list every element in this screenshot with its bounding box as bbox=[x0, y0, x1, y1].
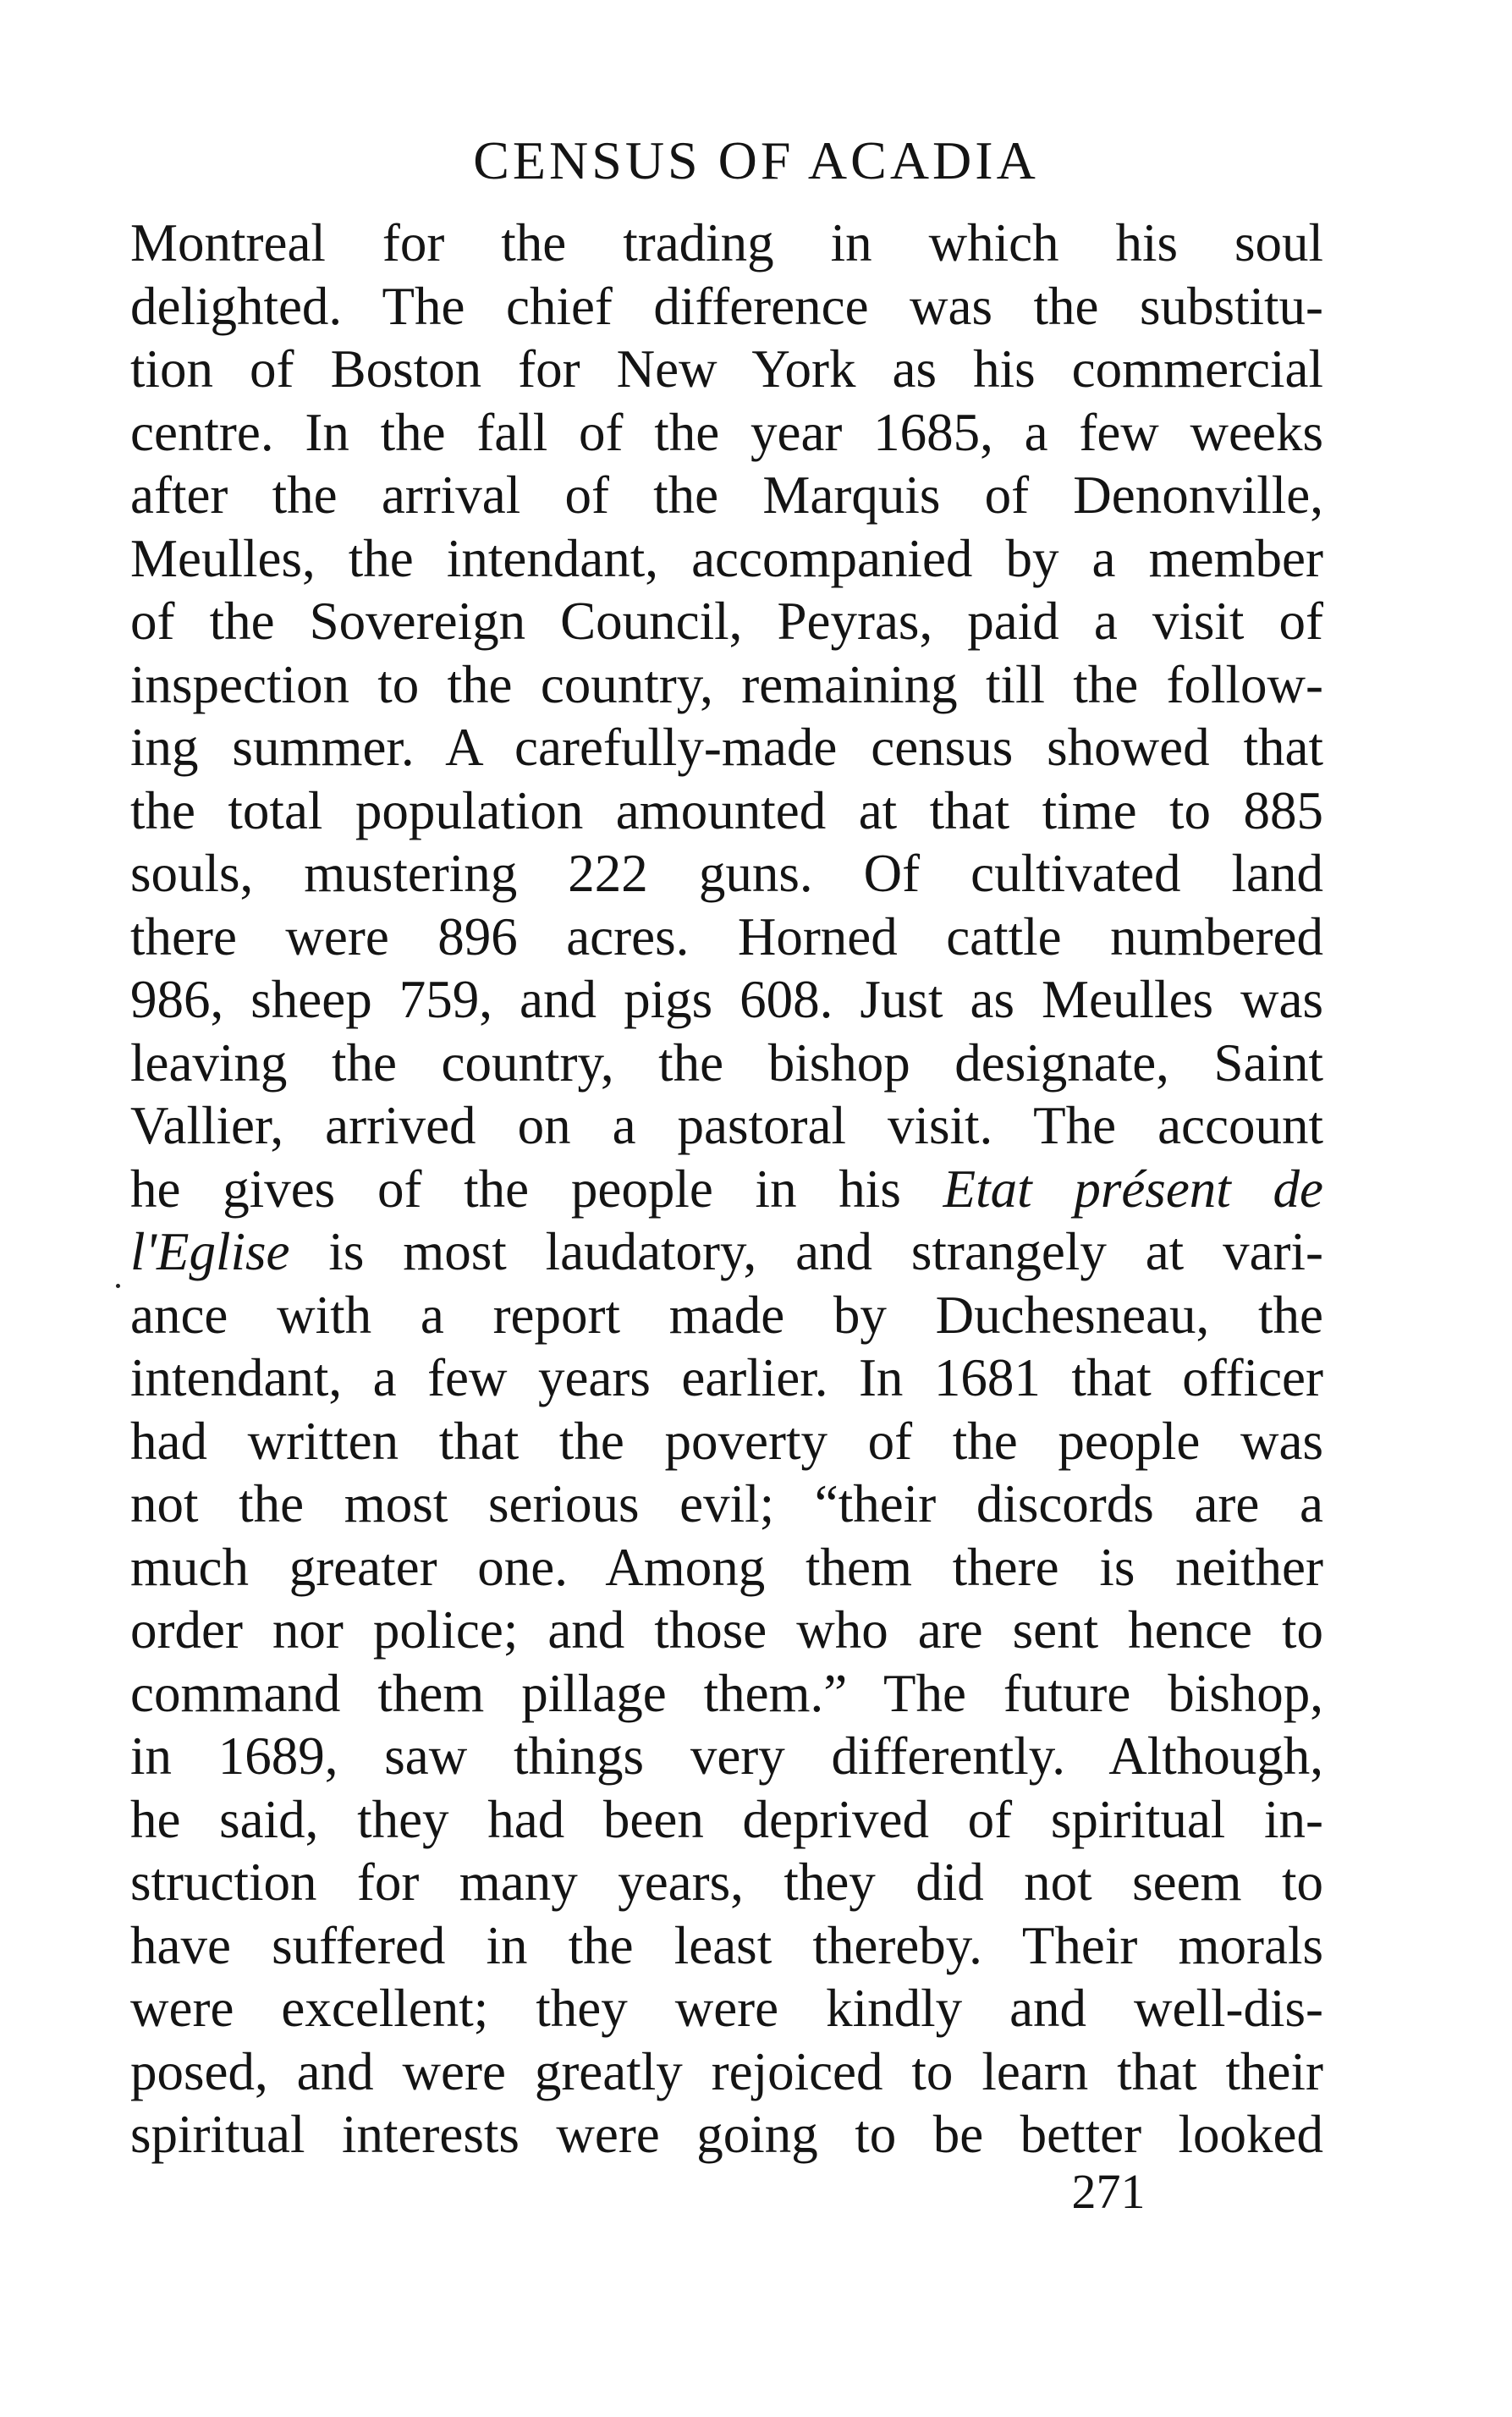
text-line bbox=[130, 779, 1323, 843]
page-number: 271 bbox=[1071, 2164, 1146, 2219]
text-line bbox=[130, 2040, 1323, 2104]
text-line-content: spiritual interests were going to be better looked bbox=[130, 2105, 1323, 2164]
italic-title: Etat présent de bbox=[943, 1159, 1324, 1219]
text-line bbox=[130, 1094, 1323, 1158]
text-line bbox=[130, 1788, 1323, 1852]
text-line bbox=[130, 842, 1323, 906]
margin-mark bbox=[116, 1284, 120, 1288]
text-line-content bbox=[130, 1158, 1323, 1221]
text-line bbox=[130, 1220, 1323, 1284]
text-line bbox=[130, 1473, 1323, 1536]
text-line-content: Montreal for the trading in which his soul bbox=[130, 213, 1323, 273]
text-line bbox=[130, 906, 1323, 969]
text-line-content: order nor police; and those who are sent hence to bbox=[130, 1600, 1323, 1660]
text-line-content: struction for many years, they did not seem to bbox=[130, 1853, 1323, 1912]
text-line bbox=[130, 2103, 1323, 2166]
text-line bbox=[130, 1284, 1323, 1347]
text-line-content: intendant, a few years earlier. In 1681 that officer bbox=[130, 1348, 1323, 1407]
text-line bbox=[130, 401, 1323, 465]
text-line bbox=[130, 1158, 1323, 1221]
text-line-content: of the Sovereign Council, Peyras, paid a visit of bbox=[130, 592, 1323, 651]
text-line bbox=[130, 1914, 1323, 1978]
text-line bbox=[130, 1346, 1323, 1410]
text-line-content: there were 896 acres. Horned cattle numbered bbox=[130, 906, 1323, 966]
text-line-content: centre. In the fall of the year 1685, a few weeks bbox=[130, 402, 1323, 462]
text-line bbox=[130, 338, 1323, 401]
text-line bbox=[130, 1662, 1323, 1726]
italic-title: l'Eglise bbox=[130, 1222, 290, 1281]
text-line-content: souls, mustering 222 guns. Of cultivated land bbox=[130, 844, 1323, 903]
text-line-content: he said, they had been deprived of spiritual in- bbox=[130, 1789, 1323, 1849]
text-line-content bbox=[130, 1220, 1323, 1284]
text-line-content: command them pillage them.” The future bishop, bbox=[130, 1663, 1323, 1723]
text-line bbox=[130, 716, 1323, 779]
text-line bbox=[130, 590, 1323, 653]
text-line bbox=[130, 1032, 1323, 1095]
text-line-content: leaving the country, the bishop designate, Saint bbox=[130, 1032, 1323, 1093]
text-line bbox=[130, 464, 1323, 527]
text-line bbox=[130, 212, 1323, 275]
text-line-content: not the most serious evil; “their discords are a bbox=[130, 1474, 1323, 1533]
text-line-content: tion of Boston for New York as his commercial bbox=[130, 339, 1323, 399]
text-line bbox=[130, 527, 1323, 591]
text-line-content: Vallier, arrived on a pastoral visit. The account bbox=[130, 1096, 1323, 1155]
text-line-content: inspection to the country, remaining till the follow- bbox=[130, 654, 1323, 714]
text-line-content: have suffered in the least thereby. Their morals bbox=[130, 1915, 1323, 1975]
text-line-content: delighted. The chief difference was the substitu- bbox=[130, 276, 1323, 336]
text-line-content: were excellent; they were kindly and well-dis- bbox=[130, 1979, 1323, 2038]
text-line bbox=[130, 653, 1323, 717]
text-segment: he gives of the people in his bbox=[130, 1159, 943, 1219]
text-line-content: 986, sheep 759, and pigs 608. Just as Meulles was bbox=[130, 970, 1323, 1029]
text-line-content: ing summer. A carefully-made census showed that bbox=[130, 718, 1323, 777]
text-segment: is most laudatory, and strangely at vari- bbox=[289, 1222, 1323, 1281]
text-line bbox=[130, 1410, 1323, 1473]
text-line-content: in 1689, saw things very differently. Although, bbox=[130, 1726, 1323, 1786]
text-line bbox=[130, 968, 1323, 1032]
text-line bbox=[130, 1599, 1323, 1662]
text-line-content: the total population amounted at that time to 885 bbox=[130, 780, 1323, 840]
text-line bbox=[130, 1725, 1323, 1788]
text-line-content: Meulles, the intendant, accompanied by a member bbox=[130, 528, 1323, 588]
body-text bbox=[130, 212, 1323, 2166]
running-head: CENSUS OF ACADIA bbox=[473, 130, 1039, 190]
text-line bbox=[130, 1536, 1323, 1599]
text-line-content: had written that the poverty of the people was bbox=[130, 1411, 1323, 1471]
text-line bbox=[130, 1851, 1323, 1914]
text-line-content: much greater one. Among them there is neither bbox=[130, 1537, 1323, 1597]
text-line-content: ance with a report made by Duchesneau, the bbox=[130, 1285, 1323, 1345]
text-line bbox=[130, 1977, 1323, 2040]
text-line-content: after the arrival of the Marquis of Denonville, bbox=[130, 465, 1323, 525]
text-line-content: posed, and were greatly rejoiced to learn that their bbox=[130, 2041, 1323, 2101]
text-line bbox=[130, 275, 1323, 339]
